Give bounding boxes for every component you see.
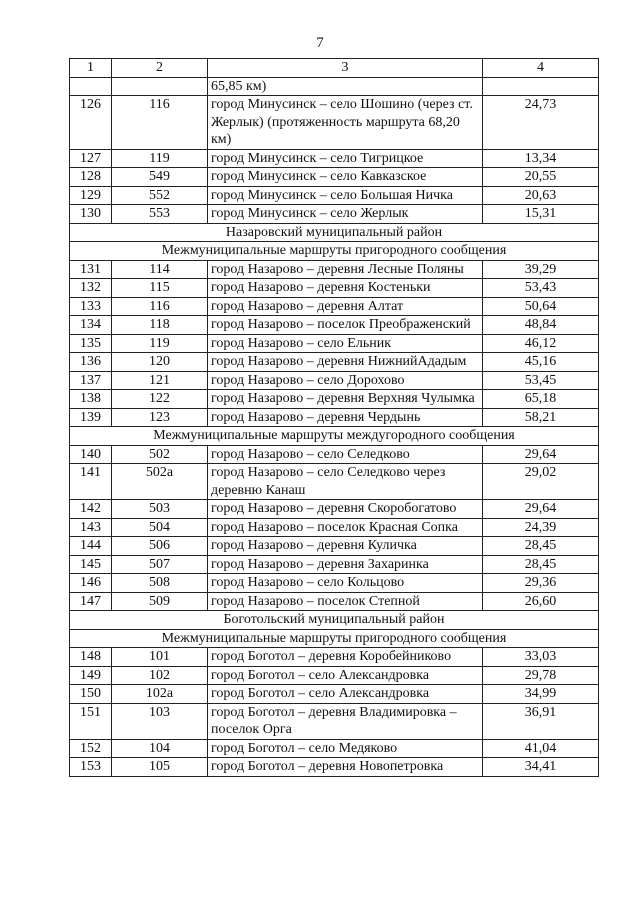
route-number-cell: 123: [112, 408, 208, 427]
route-number-cell: 104: [112, 739, 208, 758]
route-name-cell: город Боготол – село Медяково: [208, 739, 483, 758]
distance-cell: 33,03: [483, 648, 599, 667]
table-header: [70, 59, 599, 78]
route-name-cell: город Боготол – деревня Новопетровка: [208, 758, 483, 777]
route-number-cell: 553: [112, 205, 208, 224]
route-number-cell: 102а: [112, 685, 208, 704]
route-number-cell: 116: [112, 96, 208, 150]
routes-table: [69, 58, 599, 777]
distance-cell: 48,84: [483, 316, 599, 335]
distance-cell: 20,63: [483, 186, 599, 205]
route-number-cell: 114: [112, 260, 208, 279]
distance-cell: 13,34: [483, 149, 599, 168]
route-number-cell: 503: [112, 500, 208, 519]
row-number-cell: 136: [70, 353, 112, 372]
distance-cell: 28,45: [483, 537, 599, 556]
row-number-cell: 128: [70, 168, 112, 187]
table-row: [70, 537, 599, 556]
table-row: [70, 77, 599, 96]
section-header-row: [70, 242, 599, 261]
distance-cell: 53,45: [483, 371, 599, 390]
section-header-row: [70, 223, 599, 242]
row-number-cell: 140: [70, 445, 112, 464]
distance-cell: 50,64: [483, 297, 599, 316]
route-number-cell: 509: [112, 592, 208, 611]
distance-cell: 29,64: [483, 445, 599, 464]
route-name-cell: город Назарово – деревня Лесные Поляны: [208, 260, 483, 279]
route-name-cell: город Минусинск – село Шошино (через ст. Жерлык) (протяженность маршрута 68,20 км): [208, 96, 483, 150]
table-row: [70, 758, 599, 777]
route-number-cell: 506: [112, 537, 208, 556]
route-name-cell: город Назарово – село Ельник: [208, 334, 483, 353]
distance-cell: 45,16: [483, 353, 599, 372]
row-number-cell: 135: [70, 334, 112, 353]
row-number-cell: 132: [70, 279, 112, 298]
distance-cell: [483, 77, 599, 96]
row-number-cell: 149: [70, 666, 112, 685]
table-row: [70, 592, 599, 611]
distance-cell: 26,60: [483, 592, 599, 611]
route-number-cell: 502: [112, 445, 208, 464]
table-row: [70, 390, 599, 409]
route-name-cell: город Минусинск – село Тигрицкое: [208, 149, 483, 168]
table-row: [70, 464, 599, 500]
table-row: [70, 739, 599, 758]
route-name-cell: город Назарово – поселок Степной: [208, 592, 483, 611]
distance-cell: 58,21: [483, 408, 599, 427]
table-row: [70, 353, 599, 372]
table-body: [70, 77, 599, 776]
distance-cell: 24,39: [483, 518, 599, 537]
route-number-cell: 101: [112, 648, 208, 667]
row-number-cell: 147: [70, 592, 112, 611]
route-name-cell: город Боготол – деревня Владимировка – поселок Орга: [208, 703, 483, 739]
row-number-cell: 129: [70, 186, 112, 205]
distance-cell: 28,45: [483, 555, 599, 574]
route-number-cell: 102: [112, 666, 208, 685]
route-name-cell: город Назарово – село Дорохово: [208, 371, 483, 390]
row-number-cell: 151: [70, 703, 112, 739]
table-row: [70, 149, 599, 168]
route-number-cell: 120: [112, 353, 208, 372]
row-number-cell: 144: [70, 537, 112, 556]
route-number-cell: 103: [112, 703, 208, 739]
section-header-row: [70, 629, 599, 648]
route-name-cell: город Назарово – деревня Захаринка: [208, 555, 483, 574]
route-name-cell: город Боготол – село Александровка: [208, 666, 483, 685]
row-number-cell: 145: [70, 555, 112, 574]
distance-cell: 29,78: [483, 666, 599, 685]
table-row: [70, 445, 599, 464]
route-number-cell: 119: [112, 149, 208, 168]
route-name-cell: город Боготол – село Александровка: [208, 685, 483, 704]
column-header-3: 3: [208, 59, 483, 78]
route-number-cell: 507: [112, 555, 208, 574]
column-header-2: 2: [112, 59, 208, 78]
table-row: [70, 371, 599, 390]
row-number-cell: 134: [70, 316, 112, 335]
row-number-cell: 133: [70, 297, 112, 316]
route-name-cell: город Минусинск – село Кавказское: [208, 168, 483, 187]
route-name-cell: город Назарово – село Кольцово: [208, 574, 483, 593]
route-number-cell: 549: [112, 168, 208, 187]
distance-cell: 29,36: [483, 574, 599, 593]
row-number-cell: 142: [70, 500, 112, 519]
row-number-cell: 127: [70, 149, 112, 168]
row-number-cell: 131: [70, 260, 112, 279]
route-number-cell: 119: [112, 334, 208, 353]
table-row: [70, 648, 599, 667]
table-row: [70, 168, 599, 187]
table-row: [70, 316, 599, 335]
section-title: Назаровский муниципальный район: [70, 223, 599, 242]
row-number-cell: 137: [70, 371, 112, 390]
table-row: [70, 518, 599, 537]
route-number-cell: 504: [112, 518, 208, 537]
section-header-row: [70, 611, 599, 630]
route-number-cell: 105: [112, 758, 208, 777]
row-number-cell: 126: [70, 96, 112, 150]
distance-cell: 39,29: [483, 260, 599, 279]
distance-cell: 53,43: [483, 279, 599, 298]
route-name-cell: город Назарово – деревня Алтат: [208, 297, 483, 316]
section-header-row: [70, 427, 599, 446]
route-name-cell: город Назарово – село Селедково: [208, 445, 483, 464]
distance-cell: 29,64: [483, 500, 599, 519]
distance-cell: 29,02: [483, 464, 599, 500]
table-row: [70, 334, 599, 353]
table-row: [70, 500, 599, 519]
row-number-cell: 146: [70, 574, 112, 593]
table-row: [70, 96, 599, 150]
route-number-cell: 115: [112, 279, 208, 298]
route-number-cell: [112, 77, 208, 96]
route-name-cell: город Назарово – деревня Скоробогатово: [208, 500, 483, 519]
section-title: Боготольский муниципальный район: [70, 611, 599, 630]
distance-cell: 41,04: [483, 739, 599, 758]
row-number-cell: 141: [70, 464, 112, 500]
route-name-cell: город Назарово – поселок Преображенский: [208, 316, 483, 335]
route-number-cell: 118: [112, 316, 208, 335]
table-row: [70, 666, 599, 685]
route-number-cell: 122: [112, 390, 208, 409]
row-number-cell: 130: [70, 205, 112, 224]
section-title: Межмуниципальные маршруты пригородного сообщения: [70, 629, 599, 648]
header-row: [70, 59, 599, 78]
table-row: [70, 555, 599, 574]
column-header-4: 4: [483, 59, 599, 78]
route-number-cell: 552: [112, 186, 208, 205]
route-name-cell: город Назарово – деревня Куличка: [208, 537, 483, 556]
row-number-cell: 152: [70, 739, 112, 758]
route-name-cell: город Назарово – поселок Красная Сопка: [208, 518, 483, 537]
table-row: [70, 703, 599, 739]
table-row: [70, 186, 599, 205]
table-row: [70, 297, 599, 316]
page-number: 7: [316, 35, 324, 51]
distance-cell: 34,41: [483, 758, 599, 777]
route-number-cell: 502а: [112, 464, 208, 500]
distance-cell: 46,12: [483, 334, 599, 353]
route-name-cell: город Назарово – деревня НижнийАдадым: [208, 353, 483, 372]
distance-cell: 20,55: [483, 168, 599, 187]
route-name-cell: город Назарово – деревня Верхняя Чулымка: [208, 390, 483, 409]
row-number-cell: 153: [70, 758, 112, 777]
table-row: [70, 279, 599, 298]
section-title: Межмуниципальные маршруты междугородного сообщения: [70, 427, 599, 446]
table-row: [70, 408, 599, 427]
row-number-cell: 139: [70, 408, 112, 427]
route-name-cell: город Назарово – село Селедково через деревню Канаш: [208, 464, 483, 500]
distance-cell: 24,73: [483, 96, 599, 150]
distance-cell: 15,31: [483, 205, 599, 224]
table-row: [70, 685, 599, 704]
distance-cell: 65,18: [483, 390, 599, 409]
table-row: [70, 574, 599, 593]
route-name-cell: город Боготол – деревня Коробейниково: [208, 648, 483, 667]
route-name-cell: город Назарово – деревня Костеньки: [208, 279, 483, 298]
table-row: [70, 260, 599, 279]
distance-cell: 36,91: [483, 703, 599, 739]
table-row: [70, 205, 599, 224]
route-name-cell: город Минусинск – село Жерлык: [208, 205, 483, 224]
route-name-cell: 65,85 км): [208, 77, 483, 96]
row-number-cell: 143: [70, 518, 112, 537]
route-name-cell: город Назарово – деревня Чердынь: [208, 408, 483, 427]
row-number-cell: 138: [70, 390, 112, 409]
route-number-cell: 116: [112, 297, 208, 316]
section-title: Межмуниципальные маршруты пригородного сообщения: [70, 242, 599, 261]
row-number-cell: 150: [70, 685, 112, 704]
route-number-cell: 121: [112, 371, 208, 390]
route-number-cell: 508: [112, 574, 208, 593]
row-number-cell: [70, 77, 112, 96]
distance-cell: 34,99: [483, 685, 599, 704]
row-number-cell: 148: [70, 648, 112, 667]
route-name-cell: город Минусинск – село Большая Ничка: [208, 186, 483, 205]
column-header-1: 1: [70, 59, 112, 78]
